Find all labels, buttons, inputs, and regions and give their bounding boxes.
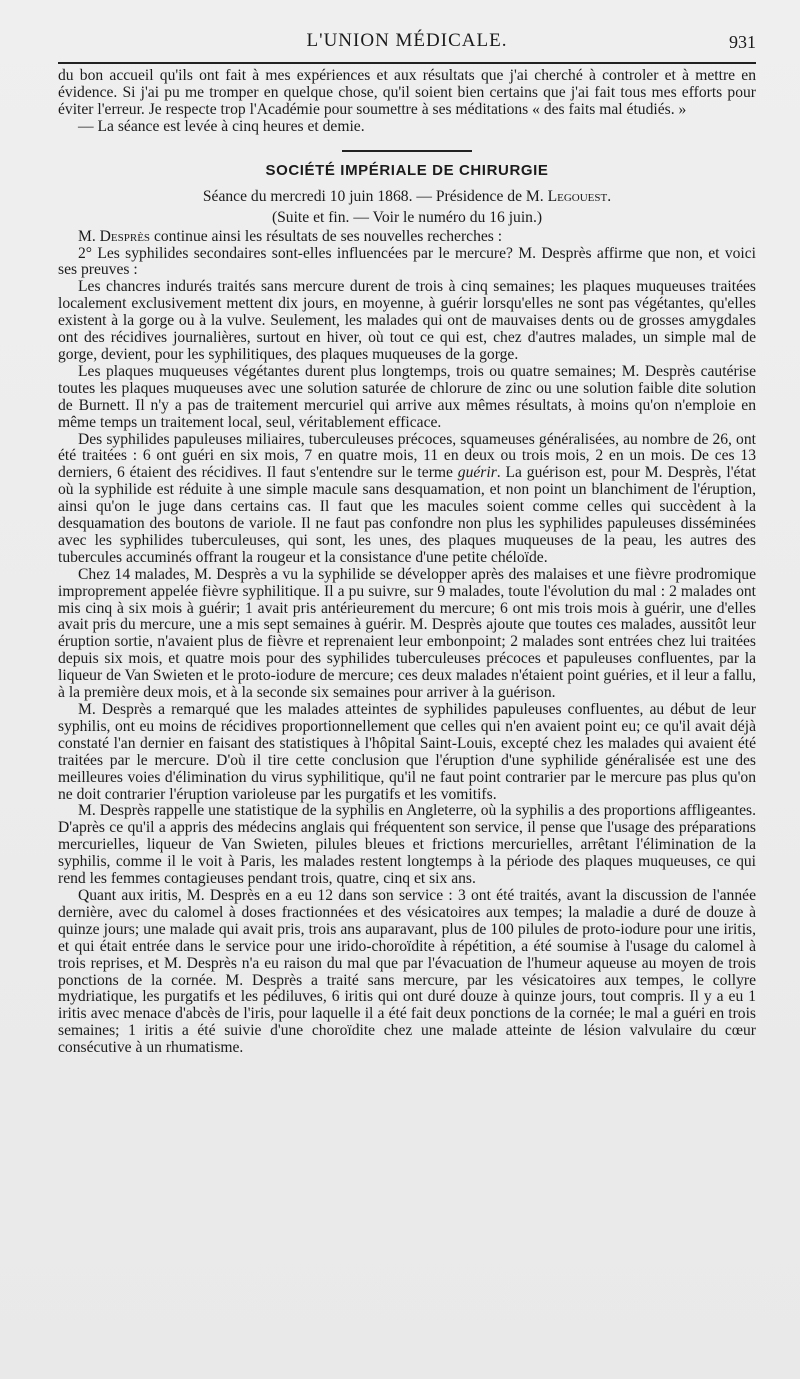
header-rule <box>58 62 756 64</box>
paragraph: Chez 14 malades, M. Desprès a vu la syphilide se développer après des malaises et une fièvre prodromique improprement appelée fièvre syphilitique. Il a pu suivre, sur 9 malades, toute l'évolution du mal : 2 malades ont mis cinq à six mois à guérir; 1 avait pris antérieurement du mercure; 6 ont mis trois mois à guérir, une d'elles avait pris du mercure, une a mis sept semaines à guérir. M. Desprès ajoute que toutes ces malades, aussitôt leur éruption sortie, n'avaient plus de fièvre et reprenaient leur embonpoint; 2 malades sont entrées chez lui traitées depuis six mois, et quatre mois pour des syphilides tuberculeuses précoces et papuleuses confluentes, par la liqueur de Van Swieten et le proto-iodure de mercure; ces deux malades n'étaient point guéries, et il leur a fallu, à la première deux mois, et à la seconde six semaines pour arriver à la guérison. <box>58 565 756 702</box>
society-heading: SOCIÉTÉ IMPÉRIALE DE CHIRURGIE <box>265 161 549 179</box>
paragraph: 2° Les syphilides secondaires sont-elles influencées par le mercure? M. Desprès affirme que non, et voici ses preuves : <box>58 244 756 279</box>
paragraph <box>58 432 756 567</box>
intro-paragraph: du bon accueil qu'ils ont fait à mes expériences et aux résultats que j'ai cherché à controler et à mettre en évidence. Si j'ai pu me tromper en quelque chose, qu'il soient bien certains que j'ai fait tous mes efforts pour éviter l'erreur. Je respecte trop l'Académie pour soumettre à ses méditations « des faits mal étudiés. » <box>58 67 756 118</box>
closing-line: — La séance est levée à cinq heures et demie. <box>78 117 365 135</box>
article-body <box>58 68 756 1057</box>
paragraph-text: continue ainsi les résultats de ses nouvelles recherches : <box>150 227 503 245</box>
continuation-note: (Suite et fin. — Voir le numéro du 16 juin.) <box>271 208 543 226</box>
page-header <box>58 30 756 60</box>
page-number: 931 <box>729 32 756 52</box>
emphasis: guérir <box>457 464 497 482</box>
paragraph: Les chancres indurés traités sans mercure durent de trois à cinq semaines; les plaques muqueuses traitées localement exclusivement mettent dix jours, en moyenne, à guérir lorsqu'elles ne sont pas végétantes, qu'elles existent à la gorge ou à la vulve. Seulement, les malades qui ont de mauvaises dents ou de grosses amygdales ont des récidives journalières, surtout en hiver, où tout ce qui est, chez d'autres malades, un simple mal de gorge, devient, pour les syphilitiques, des plaques muqueuses de la gorge. <box>58 278 756 363</box>
session-line <box>58 188 756 205</box>
president-name: Legouest. <box>547 187 612 205</box>
paragraph: Quant aux iritis, M. Desprès en a eu 12 dans son service : 3 ont été traités, avant la discussion de l'année dernière, avec du calomel à doses fractionnées et des vésicatoires aux tempes; la maladie a duré de douze à quinze jours; une malade qui avait pris, trois ans auparavant, plus de 100 pilules de proto-iodure pour une iritis, et qui était entrée dans le service pour une irido-choroïdite à répétition, a été soumise à l'usage du calomel à trois reprises, et M. Desprès n'a eu raison du mal que par l'évacuation de l'humeur aqueuse au moyen de trois ponctions de la cornée. M. Desprès a traité sans mercure, par les vésicatoires aux tempes, le collyre mydriatique, les purgatifs et les pédiluves, 6 iritis qui ont duré douze à quinze jours, tout compris. Il y a eu 1 iritis avec menace d'abcès de l'iris, pour laquelle il a été fait deux ponctions de la cornée; le mal a guéri en trois semaines; 1 iritis a été suivie d'une choroïdite chez une malade atteinte de lésion valvulaire du cœur consécutive à un rhumatisme. <box>58 886 756 1057</box>
paragraph: M. Desprès rappelle une statistique de la syphilis en Angleterre, où la syphilis a des proportions affligeantes. D'après ce qu'il a appris des médecins anglais qui fréquentent son service, il pense que l'usage des préparations mercurielles, liqueur de Van Swieten, pilules bleues et frictions mercurielles, arrêtant l'élimination de la syphilis, comme il le voit à Paris, les malades restent longtemps à la période des plaques muqueuses, ce qui rend les femmes contagieuses pendant trois, quatre, cinq et six ans. <box>58 802 756 888</box>
speaker-name: M. Desprès <box>78 227 151 245</box>
paragraph-text: . La guérison est, pour M. Desprès, l'état où la syphilide est réduite à une simple macule sans desquamation, et non point un blanchiment de l'éruption, ainsi qu'on le juge dans certains cas. Il faut que les macules soient comme celles qui succèdent à la desquamation des boutons de variole. Il ne faut pas confondre non plus les syphilides papuleuses disséminées avec les syphilides tuberculeuses, qui sont, les unes, des plaques muqueuses de la peau, les autres des tubercules accuminés offrant la rougeur et la consistance d'une petite chéloïde. <box>58 464 757 566</box>
paragraph-text: Des syphilides papuleuses miliaires, tuberculeuses précoces, squameuses généralisées, au nombre de 26, ont été traitées : 6 ont guéri en six mois, 7 en quatre mois, 11 en deux ou trois mois, 2 en un mois. De ces 13 derniers, 6 étaient des récidives. Il faut s'entendre sur le terme <box>58 430 756 482</box>
paragraph: Les plaques muqueuses végétantes durent plus longtemps, trois ou quatre semaines; M. Desprès cautérise toutes les plaques muqueuses avec une solution saturée de chlorure de zinc ou une solution faible dite solution de Burnett. Il n'y a pas de traitement mercuriel qui arrive aux mêmes résultats, à moins qu'on n'emploie en même temps un traitement local, seul, véritablement efficace. <box>58 362 756 431</box>
paragraph <box>58 229 756 246</box>
section-divider <box>342 150 472 152</box>
paragraph: M. Desprès a remarqué que les malades atteintes de syphilides papuleuses confluentes, au début de leur syphilis, ont eu moins de récidives proportionnellement que celles qui n'en avaient point eu; ce qu'il avait déjà constaté l'an dernier en faisant des statistiques à l'hôpital Saint-Louis, excepté chez les malades qui avaient été traitées par le mercure. D'où il tire cette conclusion que l'éruption d'une syphilide généralisée est une des meilleures voies d'élimination du virus syphilitique, qu'il ne faut point contrarier par le mercure pas plus qu'on ne doit contrarier l'éruption varioleuse par les purgatifs et les vomitifs. <box>58 701 756 803</box>
journal-title: L'UNION MÉDICALE. <box>306 30 508 51</box>
session-text: Séance du mercredi 10 juin 1868. — Présidence de M. <box>202 187 548 205</box>
